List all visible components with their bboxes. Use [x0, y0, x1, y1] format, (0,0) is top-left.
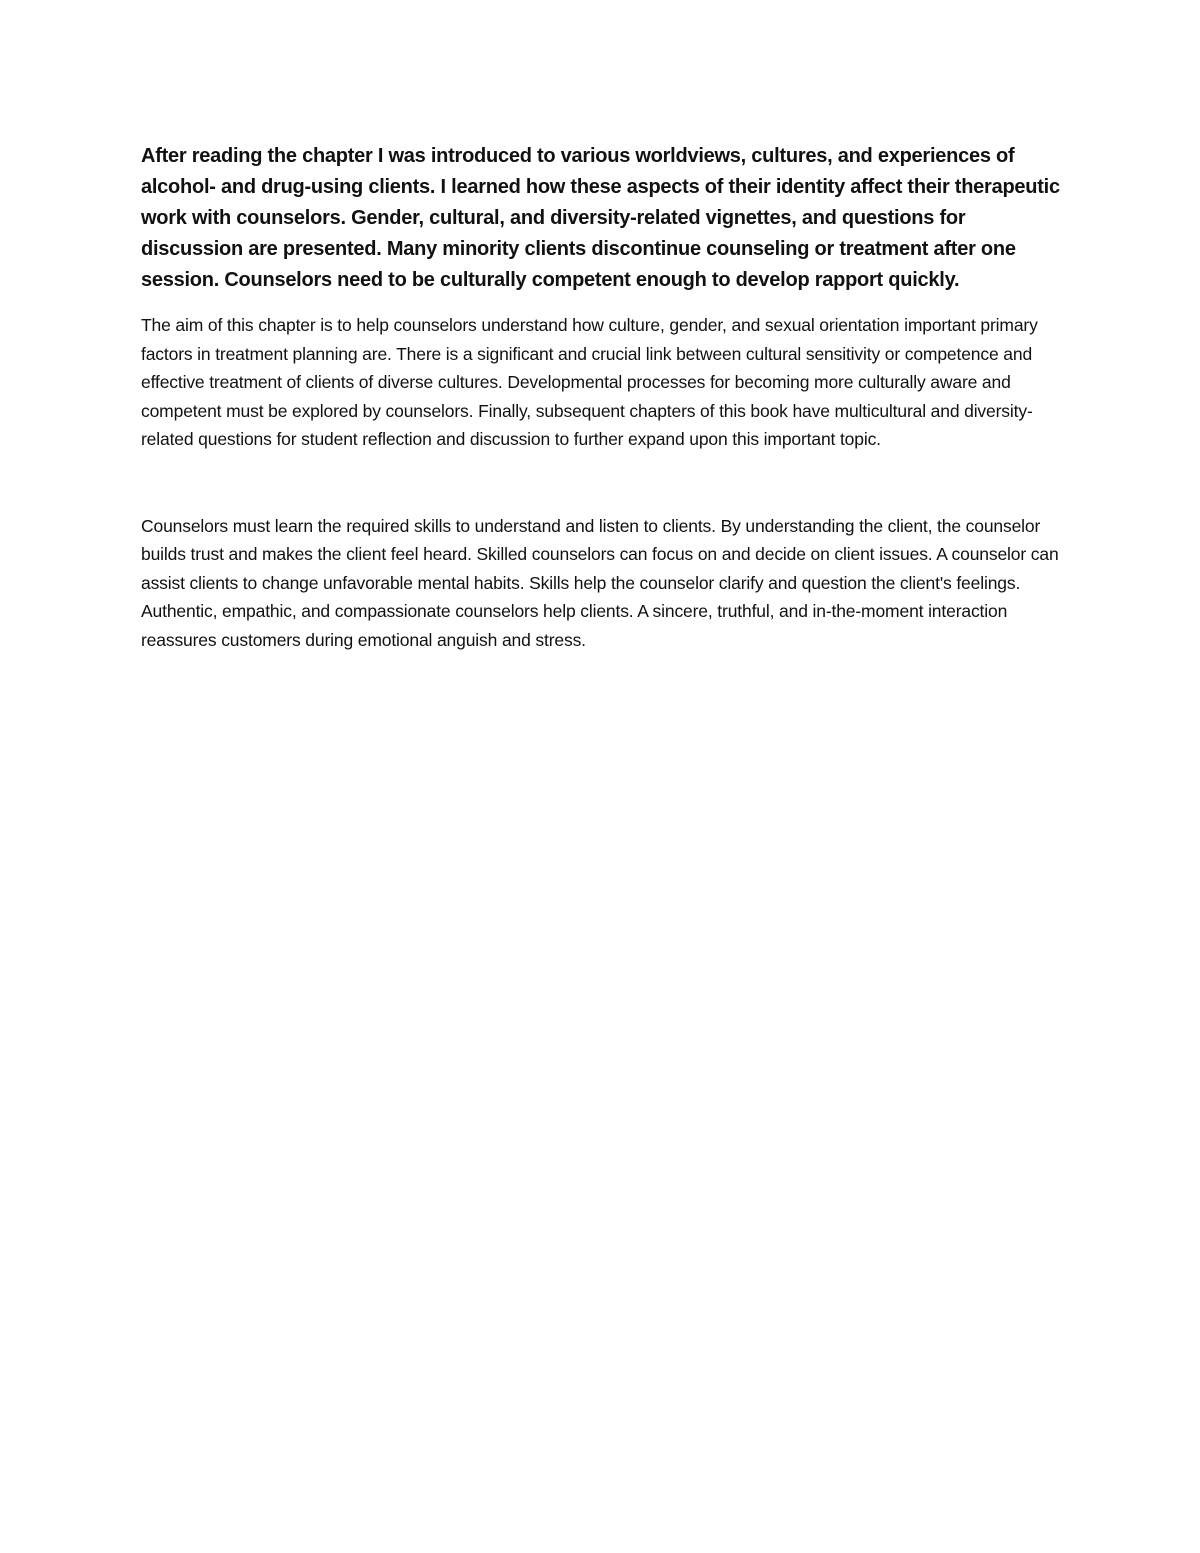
paragraph-chapter-aim: The aim of this chapter is to help counselors understand how culture, gender, and sexual orientation important primary factors in treatment planning are. There is a significant and crucial link between cultural sensitivity or competence and effective treatment of clients of diverse cultures. Developmental processes for becoming more culturally aware and competent must be explored by counselors. Finally, subsequent chapters of this book have multicultural and diversity-related questions for student reflection and discussion to further expand upon this important topic.: [141, 315, 1038, 449]
paragraph-intro: After reading the chapter I was introduced to various worldviews, cultures, and experiences of alcohol- and drug-using clients. I learned how these aspects of their identity affect their therapeutic work with counselors. Gender, cultural, and diversity-related vignettes, and questions for discussion are presented. Many minority clients discontinue counseling or treatment after one session. Counselors need to be culturally competent enough to develop rapport quickly.: [141, 145, 1060, 291]
paragraph-counselor-skills: Counselors must learn the required skills to understand and listen to clients. By understanding the client, the counselor builds trust and makes the client feel heard. Skilled counselors can focus on and decide on client issues. A counselor can assist clients to change unfavorable mental habits. Skills help the counselor clarify and question the client's feelings. Authentic, empathic, and compassionate counselors help clients. A sincere, truthful, and in-the-moment interaction reassures customers during emotional anguish and stress.: [141, 515, 1059, 650]
document-body: [141, 141, 1061, 654]
